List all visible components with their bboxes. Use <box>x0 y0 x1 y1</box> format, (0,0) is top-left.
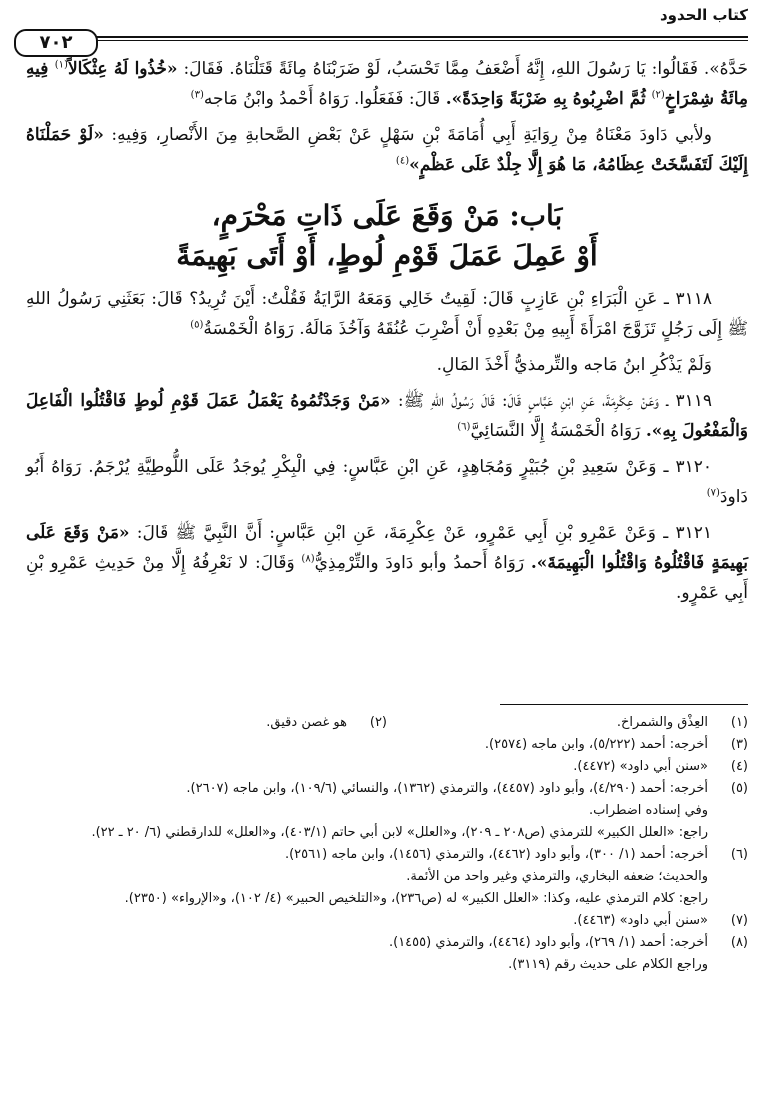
text-run: رَوَاهُ الْخَمْسَةُ إِلَّا النَّسَائِيَّ <box>470 421 646 441</box>
footnote-ref[interactable]: (٧) <box>706 487 720 499</box>
footnote-text: أخرجه: أحمد (١/ ٢٦٩)، وأبو داود (٤٤٦٤)، والترمذي (١٤٥٥). <box>388 935 708 950</box>
hadith-quote: «لَوْ حَمَلْنَاهُ إِلَيْكَ لَتَفَسَّخَتْ عِظَامُهُ، مَا هُوَ إِلَّا جِلْدٌ عَلَى عَظْمٍ» <box>26 125 748 175</box>
text-run: ٣١١٨ ـ عَنِ الْبَرَاءِ بْنِ عَازِبٍ قَالَ: لَقِيتُ خَالِي وَمَعَهُ الرَّايَةُ فَقُلْتُ: أَيْنَ تُرِيدُ؟ قَالَ: بَعَثَنِي رَسُولُ اللهِ ﷺ إِلَى رَجُلٍ تَزَوَّجَ امْرَأَةَ أَبِيهِ مِنْ بَعْدِهِ أَنْ أَضْرِبَ عُنُقَهُ وَآخُذَ مَالَهُ. رَوَاهُ الْخَمْسَةُ <box>26 289 748 339</box>
footnote-number: (٤) <box>730 759 748 774</box>
footnote-text: «سنن أبي داود» (٤٤٧٢). <box>573 759 708 774</box>
footnote-text: أخرجه: أحمد (٥/٢٢٢)، وابن ماجه (٢٥٧٤). <box>484 737 708 752</box>
hadith-3121 <box>26 518 748 608</box>
footnote-7 <box>26 910 748 932</box>
hadith-3120 <box>26 452 748 512</box>
hadith-quote: «خُذُوا لَهُ عِثْكَالاً <box>67 59 178 79</box>
footnote-text: العِذْق والشمراخ. <box>616 715 708 730</box>
footnote-text: أخرجه: أحمد (١/ ٣٠٠)، وأبو داود (٤٤٦٢)، والترمذي (١٤٥٦)، وابن ماجه (٢٥٦١). <box>284 847 708 862</box>
footnote-number: (٣) <box>730 737 748 752</box>
hadith-3119 <box>26 386 748 446</box>
text-run: ٣١٢١ ـ وَعَنْ عَمْرِو بْنِ أَبِي عَمْرٍو، عَنْ عِكْرِمَةَ، عَنِ ابْنِ عَبَّاسٍ: أَنَّ النَّبِيَّ ﷺ قَالَ: <box>129 523 712 543</box>
chapter-heading-line: أَوْ عَمِلَ عَمَلَ قَوْمِ لُوطٍ، أَوْ أَتَى بَهِيمَةً <box>176 239 598 272</box>
footnote-text: والحديث؛ ضعفه البخاري، والترمذي وغير واحد من الأئمة. <box>406 869 708 884</box>
footnote-ref[interactable]: (٤) <box>395 155 410 167</box>
footnote-number: (٢) <box>369 715 387 730</box>
chapter-heading-line: بَاب: مَنْ وَقَعَ عَلَى ذَاتِ مَحْرَمٍ، <box>211 199 563 232</box>
header-rule-thin <box>24 40 748 41</box>
footnote-ref[interactable]: (٣) <box>190 89 204 101</box>
footnote-ref[interactable]: (٢) <box>651 89 665 101</box>
footnote-number: (٥) <box>730 781 748 796</box>
footnote-number: (٧) <box>730 913 748 928</box>
paragraph-abu-dawud <box>26 120 748 180</box>
footnote-1 <box>387 712 748 734</box>
footnote-separator <box>500 704 748 705</box>
footnote-text: وراجع الكلام على حديث رقم (٣١١٩). <box>508 957 708 972</box>
footnote-text: هو غصن دقيق. <box>266 715 347 730</box>
footnote-6 <box>26 844 748 866</box>
main-text <box>26 54 748 614</box>
paragraph-continuation <box>26 54 748 114</box>
footnote-4 <box>26 756 748 778</box>
footnote-8 <box>26 932 748 954</box>
footnote-ref[interactable]: (٨) <box>301 553 315 565</box>
hadith-quote: فِيهِ مِائَةُ شِمْرَاخٍ <box>26 59 748 109</box>
header-rule <box>24 36 748 38</box>
footnote-number: (١) <box>730 715 748 730</box>
footnote-3 <box>26 734 748 756</box>
footnote-text: «سنن أبي داود» (٤٤٦٣). <box>573 913 708 928</box>
footnote-number: (٨) <box>730 935 748 950</box>
footnote-text: أخرجه: أحمد (٤/٢٩٠)، وأبو داود (٤٤٥٧)، والترمذي (١٣٦٢)، والنسائي (١٠٩/٦)، وابن ماجه (٢٦٠٧). <box>186 781 708 796</box>
footnote-number: (٦) <box>730 847 748 862</box>
hadith-quote: «مَنْ وَقَعَ عَلَى بَهِيمَةٍ فَاقْتُلُوهُ وَاقْتُلُوا الْبَهِيمَةَ». <box>26 523 748 573</box>
text-run: ولأبي دَاودَ مَعْنَاهُ مِنْ رِوَايَةِ أَبِي أُمَامَةَ بْنِ سَهْلٍ عَنْ بَعْضِ الصَّحابةِ مِنَ الأَنْصارِ، وَفِيهِ: <box>103 125 712 145</box>
text-run: حَدَّهُ». فَقَالُوا: يَا رَسُولَ اللهِ، إِنَّهُ أَضْعَفُ مِمَّا تَحْسَبُ، لَوْ ضَرَبْنَاهُ مِائَةً قَتَلْنَاهُ. فَقَالَ: <box>177 59 748 79</box>
footnote-5 <box>26 778 748 800</box>
footnote-ref[interactable]: (١) <box>54 59 68 71</box>
hadith-quote: ثُمَّ اضْرِبُوهُ بِهِ ضَرْبَةً وَاحِدَةً». <box>445 89 652 109</box>
footnote-2 <box>26 712 387 734</box>
footnotes <box>26 712 748 976</box>
hadith-quote: «مَنْ وَجَدْتُمُوهُ يَعْمَلُ عَمَلَ قَوْمِ لُوطٍ فَاقْتُلُوا الْفَاعِلَ وَالْمَفْعُولَ بِهِ». <box>26 391 748 441</box>
text-run: قَالَ: فَفَعَلُوا. رَوَاهُ أَحْمدُ وابْنُ مَاجه <box>203 89 446 109</box>
text-run: رَوَاهُ أَحمدُ وأبو دَاودَ والتِّرْمِذِيُّ <box>314 553 531 573</box>
chapter-title: كتاب الحدود <box>659 6 748 24</box>
footnote-text: راجع: «العلل الكبير» للترمذي (ص٢٠٨ ـ ٢٠٩)، و«العلل» لابن أبي حاتم (٤٠٣/١)، و«العلل» للدارقطني (٦/ ٢٠ ـ ٢٢). <box>91 825 708 840</box>
footnote-ref[interactable]: (٥) <box>190 319 204 331</box>
text-run: ٣١١٩ ـ وَعَنْ عِكْرِمَةَ، عَنِ ابْنِ عَبَّاسٍ قَالَ: قَالَ رَسُولُ اللهِ ﷺ: <box>390 391 712 411</box>
text-run: وَلَمْ يَذْكُرِ ابنُ مَاجه والتِّرمذيُّ أَخْذَ المَالِ. <box>436 355 712 375</box>
text-run: ٣١٢٠ ـ وَعَنْ سَعِيدِ بْنِ جُبَيْرٍ وَمُجَاهِدٍ، عَنِ ابْنِ عَبَّاسٍ: فِي الْبِكْرِ يُوجَدُ عَلَى اللُّوطِيَّةِ يُرْجَمُ. رَوَاهُ أَبُو دَاودَ <box>26 457 748 507</box>
page-number: ٧٠٢ <box>14 29 98 57</box>
paragraph-note <box>26 350 748 380</box>
text-run: وَقَالَ: لا نَعْرِفُهُ إِلَّا مِنْ حَدِيثِ عَمْرِو بْنِ أَبِي عَمْرٍو. <box>26 553 748 603</box>
footnote-ref[interactable]: (٦) <box>457 421 471 433</box>
footnote-text: راجع: كلام الترمذي عليه، وكذا: «العلل الكبير» له (ص٢٣٦)، و«التلخيص الحبير» (٤/ ١٠٢)، و«الإرواء» (٢٣٥٠). <box>124 891 708 906</box>
hadith-3118 <box>26 284 748 344</box>
chapter-heading <box>26 196 748 276</box>
footnote-text: وفي إسناده اضطراب. <box>588 803 708 818</box>
footnote-row <box>26 712 748 734</box>
